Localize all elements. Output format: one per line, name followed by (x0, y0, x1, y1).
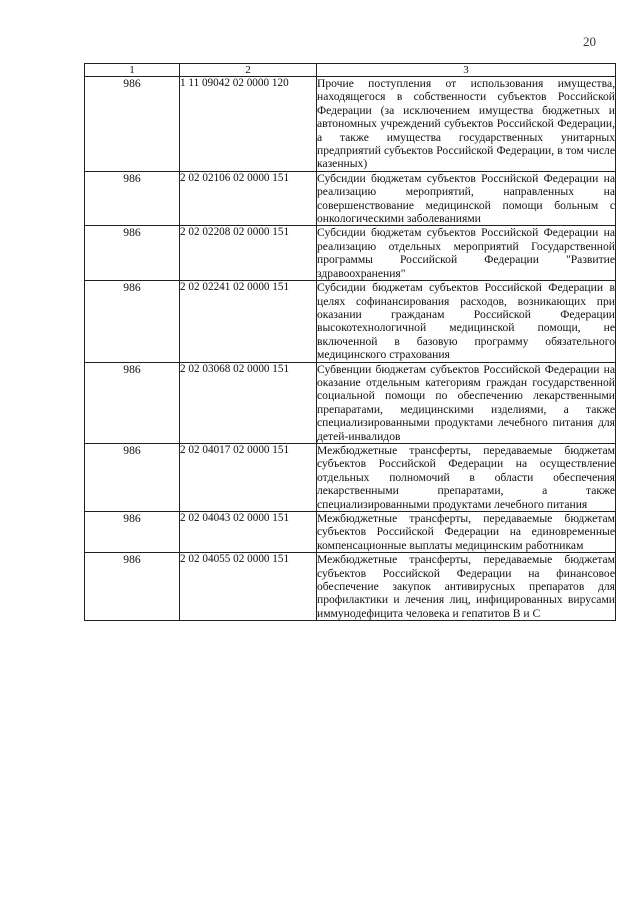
column-header-3: 3 (317, 64, 616, 77)
kbk-code-cell: 2 02 03068 02 0000 151 (180, 362, 317, 443)
description-cell: Субсидии бюджетам субъектов Российской Федерации на реализацию мероприятий, направленных на совершенствование медицинской помощи больным с онкологическими заболеваниями (317, 171, 615, 226)
admin-code-cell: 986 (85, 553, 180, 621)
admin-code-cell: 986 (85, 512, 180, 553)
kbk-code-cell: 2 02 04043 02 0000 151 (180, 512, 317, 553)
table-row (85, 171, 616, 226)
kbk-code-cell: 1 11 09042 02 0000 120 (180, 77, 317, 172)
kbk-code-cell: 2 02 04055 02 0000 151 (180, 553, 317, 621)
admin-code-cell: 986 (85, 226, 180, 281)
budget-classification-table (84, 63, 616, 621)
table-row (85, 281, 616, 362)
description-cell: Межбюджетные трансферты, передаваемые бюджетам субъектов Российской Федерации на единовременные компенсационные выплаты медицинским работникам (317, 512, 615, 552)
table-row (85, 226, 616, 281)
description-cell: Субвенции бюджетам субъектов Российской Федерации на оказание отдельным категориям граждан государственной социальной помощи по обеспечению лекарственными препаратами, медицинскими изделиями, а также специализированными продуктами лечебного питания для детей-инвалидов (317, 362, 615, 443)
description-cell: Межбюджетные трансферты, передаваемые бюджетам субъектов Российской Федерации на финансовое обеспечение закупок антивирусных препаратов для профилактики и лечения лиц, инфицированных вирусами иммунодефицита человека и гепатитов В и С (317, 553, 615, 620)
column-header-2: 2 (180, 64, 317, 77)
admin-code-cell: 986 (85, 362, 180, 443)
kbk-code-cell: 2 02 02106 02 0000 151 (180, 171, 317, 226)
kbk-code-cell: 2 02 04017 02 0000 151 (180, 443, 317, 511)
column-header-1: 1 (85, 64, 180, 77)
description-cell: Межбюджетные трансферты, передаваемые бюджетам субъектов Российской Федерации на осуществление отдельных полномочий в области обеспечения лекарственными препаратами, а также специализированными продуктами лечебного питания (317, 443, 615, 511)
admin-code-cell: 986 (85, 171, 180, 226)
admin-code-cell: 986 (85, 77, 180, 172)
table-header-row (85, 64, 616, 77)
kbk-code-cell: 2 02 02241 02 0000 151 (180, 281, 317, 362)
description-cell: Прочие поступления от использования имущества, находящегося в собственности субъектов Российской Федерации (за исключением имущества бюджетных и автономных учреждений субъектов Российской Федерации, а также имущества государственных унитарных предприятий субъектов Российской Федерации, в том числе казенных) (317, 77, 615, 171)
kbk-code-cell: 2 02 02208 02 0000 151 (180, 226, 317, 281)
page-number: 20 (583, 34, 596, 49)
admin-code-cell: 986 (85, 443, 180, 511)
table-row (85, 553, 616, 621)
description-cell: Субсидии бюджетам субъектов Российской Федерации на реализацию отдельных мероприятий Государственной программы Российской Федерации "Развитие здравоохранения" (317, 226, 615, 280)
admin-code-cell: 986 (85, 281, 180, 362)
table-row (85, 362, 616, 443)
table-row (85, 512, 616, 553)
table-row (85, 443, 616, 511)
description-cell: Субсидии бюджетам субъектов Российской Федерации в целях софинансирования расходов, возникающих при оказании гражданам Российской Федерации высокотехнологичной медицинской помощи, не включенной в базовую программу обязательного медицинского страхования (317, 281, 615, 362)
table-row (85, 77, 616, 172)
